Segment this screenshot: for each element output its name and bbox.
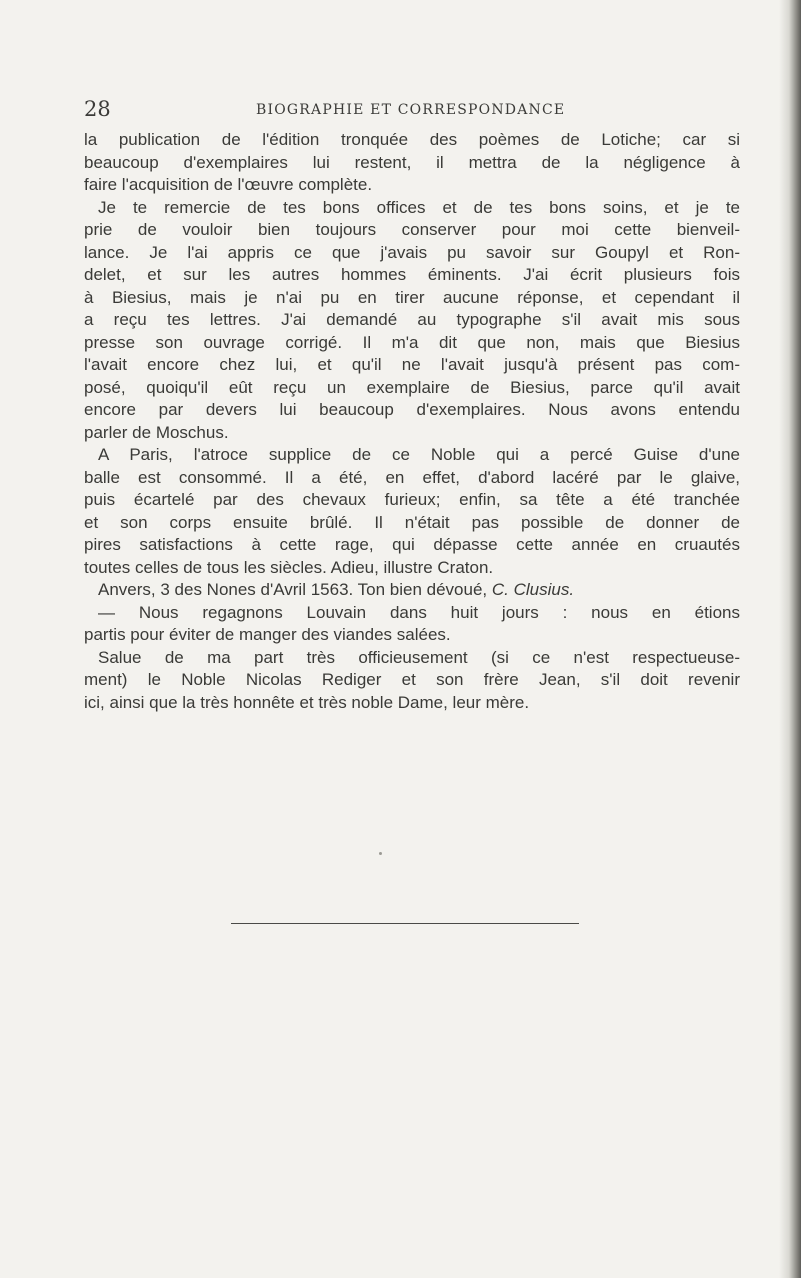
text-line: posé, quoiqu'il eût reçu un exemplaire de Biesius, parce qu'il avait [84, 377, 740, 397]
body-text [84, 129, 740, 714]
paragraph [84, 602, 740, 647]
paragraph [84, 129, 740, 197]
text-line: prie de vouloir bien toujours conserver pour moi cette bienveil- [84, 220, 740, 239]
text-line: lance. Je l'ai appris ce que j'avais pu savoir sur Goupyl et Ron- [84, 242, 740, 262]
text-line: delet, et sur les autres hommes éminents. J'ai écrit plusieurs fois [84, 265, 740, 284]
text-line: — Nous regagnons Louvain dans huit jours : nous en étions [98, 602, 740, 622]
text-line: puis écartelé par des chevaux furieux; enfin, sa tête a été tranchée [84, 490, 740, 509]
text-line: Je te remercie de tes bons offices et de tes bons soins, et je te [98, 197, 740, 217]
text-line: ment) le Noble Nicolas Rediger et son frère Jean, s'il doit revenir [84, 670, 740, 689]
text-line: presse son ouvrage corrigé. Il m'a dit que non, mais que Biesius [84, 332, 740, 352]
closing-line [84, 579, 740, 602]
print-speck [379, 852, 382, 855]
page-edge-shadow [779, 0, 801, 1278]
text-line: parler de Moschus. [84, 422, 229, 442]
text-line: balle est consommé. Il a été, en effet, d'abord lacéré par le glaive, [84, 467, 740, 487]
signature: C. Clusius. [491, 580, 575, 599]
text-line: et son corps ensuite brûlé. Il n'était pas possible de donner de [84, 512, 740, 532]
text-line: à Biesius, mais je n'ai pu en tirer aucune réponse, et cependant il [84, 287, 740, 307]
text-line: la publication de l'édition tronquée des poèmes de Lotiche; car si [84, 130, 740, 149]
text-line: beaucoup d'exemplaires lui restent, il mettra de la négligence à [84, 152, 740, 172]
footer-rule [231, 923, 579, 924]
text-line: a reçu tes lettres. J'ai demandé au typographe s'il avait mis sous [84, 310, 740, 329]
closing [84, 579, 740, 602]
text-line: Salue de ma part très officieusement (si ce n'est respectueuse- [98, 647, 740, 667]
paragraph [84, 444, 740, 579]
date-text: Anvers, 3 des Nones d'Avril 1563. Ton bien dévoué, [98, 580, 488, 599]
text-line: l'avait encore chez lui, et qu'il ne l'avait jusqu'à présent pas com- [84, 355, 740, 374]
running-header [84, 97, 724, 127]
paragraph [84, 197, 740, 445]
page-number: 28 [84, 97, 111, 121]
text-line: ici, ainsi que la très honnête et très noble Dame, leur mère. [84, 692, 530, 712]
running-title: BIOGRAPHIE ET CORRESPONDANCE [256, 102, 566, 118]
paragraph [84, 647, 740, 715]
text-line: partis pour éviter de manger des viandes salées. [84, 625, 451, 644]
text-line: faire l'acquisition de l'œuvre complète. [84, 175, 373, 194]
text-line: pires satisfactions à cette rage, qui dépasse cette année en cruautés [84, 535, 740, 554]
text-line: encore par devers lui beaucoup d'exemplaires. Nous avons entendu [84, 400, 740, 419]
text-line: toutes celles de tous les siècles. Adieu, illustre Craton. [84, 557, 494, 577]
text-line: A Paris, l'atroce supplice de ce Noble qui a percé Guise d'une [98, 445, 740, 464]
